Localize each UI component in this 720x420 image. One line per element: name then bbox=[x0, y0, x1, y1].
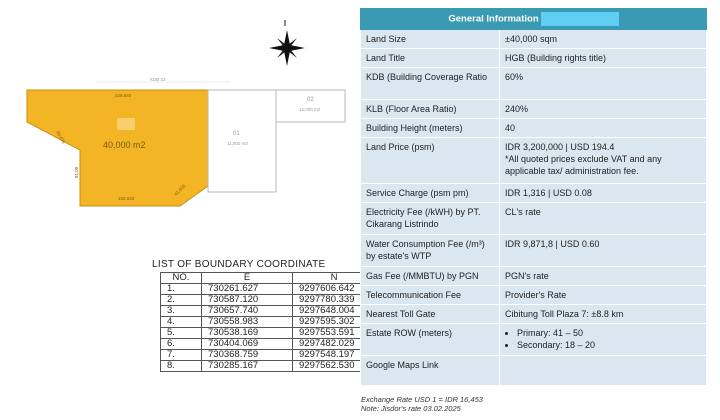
row-n: 9297606.642 bbox=[293, 284, 376, 295]
info-label: Telecommunication Fee bbox=[361, 286, 500, 305]
info-label: KLB (Floor Area Ratio) bbox=[361, 100, 500, 119]
info-row-telecom bbox=[361, 286, 707, 305]
general-info-table bbox=[360, 8, 707, 386]
info-row-gas bbox=[361, 267, 707, 286]
info-value: IDR 1,316 | USD 0.08 bbox=[500, 184, 707, 203]
maps-link[interactable]: Google Maps Link bbox=[361, 356, 500, 386]
row-no: 6. bbox=[161, 339, 202, 350]
row-e: 730368.759 bbox=[202, 350, 293, 361]
edge-label-left: 90.475 bbox=[55, 130, 67, 145]
row-e: 730587.120 bbox=[202, 295, 293, 306]
row-n: 9297648.004 bbox=[293, 306, 376, 317]
col-e: E bbox=[202, 273, 293, 284]
info-value: 240% bbox=[500, 100, 707, 119]
info-value bbox=[500, 356, 707, 386]
info-value: HGB (Building rights title) bbox=[500, 49, 707, 68]
estate-row-list bbox=[505, 327, 701, 351]
highlight-mark bbox=[541, 12, 619, 26]
col-n: N bbox=[293, 273, 376, 284]
lot-01-area: 11,000 m2 bbox=[227, 141, 248, 146]
footnote bbox=[361, 395, 483, 413]
jisdor-note: Note: Jisdor's rate 03.02.2025 bbox=[361, 404, 461, 413]
info-row-service bbox=[361, 184, 707, 203]
info-row-water bbox=[361, 235, 707, 267]
info-row-klb bbox=[361, 100, 707, 119]
row-n: 9297595.302 bbox=[293, 317, 376, 328]
row-no: 5. bbox=[161, 328, 202, 339]
info-label: Nearest Toll Gate bbox=[361, 305, 500, 324]
info-label: Estate ROW (meters) bbox=[361, 324, 500, 356]
info-label: KDB (Building Coverage Ratio bbox=[361, 68, 500, 100]
info-value: ±40,000 sqm bbox=[500, 30, 707, 49]
main-area-label: 40,000 m2 bbox=[103, 140, 146, 150]
compass-icon bbox=[269, 20, 305, 66]
row-n: 9297553.591 bbox=[293, 328, 376, 339]
boundary-title: LIST OF BOUNDARY COORDINATE bbox=[152, 259, 326, 270]
price-note: *All quoted prices exclude VAT and any applicable tax/ administration fee. bbox=[505, 154, 662, 176]
row-no: 2. bbox=[161, 295, 202, 306]
table-row bbox=[161, 339, 376, 350]
info-value: Provider's Rate bbox=[500, 286, 707, 305]
list-item: • Secondary: 18 – 20 bbox=[517, 339, 701, 351]
info-row-land-title bbox=[361, 49, 707, 68]
table-row bbox=[161, 361, 376, 372]
table-row bbox=[161, 306, 376, 317]
table-row bbox=[161, 317, 376, 328]
info-row-estate-row bbox=[361, 324, 707, 356]
lot-02-number: 02 bbox=[307, 97, 314, 103]
info-value: 40 bbox=[500, 119, 707, 138]
edge-label-slope: 41.005 bbox=[173, 183, 187, 197]
row-e: 730558.983 bbox=[202, 317, 293, 328]
list-item: • Primary: 41 – 50 bbox=[517, 327, 701, 339]
boundary-header-row bbox=[161, 273, 376, 284]
general-info-title: General Information bbox=[448, 13, 539, 25]
row-n: 9297780.339 bbox=[293, 295, 376, 306]
lot-02-area: 12,000 m2 bbox=[299, 107, 321, 112]
lot-01-number: 01 bbox=[233, 131, 240, 137]
table-row bbox=[161, 295, 376, 306]
info-row-toll bbox=[361, 305, 707, 324]
row-no: 7. bbox=[161, 350, 202, 361]
info-value bbox=[500, 324, 707, 356]
info-label: Gas Fee (/MMBTU) by PGN bbox=[361, 267, 500, 286]
info-row-maps bbox=[361, 356, 707, 386]
row-no: 4. bbox=[161, 317, 202, 328]
boundary-table bbox=[160, 272, 376, 372]
edge-label-diag: 81.00 bbox=[74, 166, 79, 178]
lot-02 bbox=[276, 90, 345, 122]
row-n: 9297562.530 bbox=[293, 361, 376, 372]
site-plan bbox=[0, 0, 355, 250]
row-no: 1. bbox=[161, 284, 202, 295]
row-e: 730261.627 bbox=[202, 284, 293, 295]
row-no: 8. bbox=[161, 361, 202, 372]
info-row-kdb bbox=[361, 68, 707, 100]
row-no: 3. bbox=[161, 306, 202, 317]
exchange-rate-note: Exchange Rate USD 1 = IDR 16,453 bbox=[361, 395, 483, 404]
table-row bbox=[161, 350, 376, 361]
info-value: PGN's rate bbox=[500, 267, 707, 286]
table-row bbox=[161, 284, 376, 295]
row-e: 730285.167 bbox=[202, 361, 293, 372]
table-row bbox=[161, 328, 376, 339]
info-label: Building Height (meters) bbox=[361, 119, 500, 138]
info-label: Service Charge (psm pm) bbox=[361, 184, 500, 203]
col-no: NO. bbox=[161, 273, 202, 284]
road-label: KDB 22 bbox=[150, 77, 166, 82]
row-e: 730404.069 bbox=[202, 339, 293, 350]
row-n: 9297548.197 bbox=[293, 350, 376, 361]
row-n: 9297482.029 bbox=[293, 339, 376, 350]
row-e: 730657.740 bbox=[202, 306, 293, 317]
info-label: Electricity Fee (/kWH) by PT. Cikarang Listrindo bbox=[361, 203, 500, 235]
info-row-electricity bbox=[361, 203, 707, 235]
info-label: Water Consumption Fee (/m³) by estate's WTP bbox=[361, 235, 500, 267]
info-value: Cibitung Toll Plaza 7: ±8.8 km bbox=[500, 305, 707, 324]
info-row-price bbox=[361, 138, 707, 184]
info-row-land-size bbox=[361, 30, 707, 49]
general-info-header bbox=[361, 9, 707, 30]
info-value: IDR 9,871,8 | USD 0.60 bbox=[500, 235, 707, 267]
info-value bbox=[500, 138, 707, 184]
info-label: Land Size bbox=[361, 30, 500, 49]
info-value: CL's rate bbox=[500, 203, 707, 235]
edge-label-top: 225.840 bbox=[115, 93, 132, 98]
price-value: IDR 3,200,000 | USD 194.4 bbox=[505, 142, 615, 152]
info-value: 60% bbox=[500, 68, 707, 100]
info-label: Land Price (psm) bbox=[361, 138, 500, 184]
info-row-height bbox=[361, 119, 707, 138]
info-label: Land Title bbox=[361, 49, 500, 68]
row-e: 730538.169 bbox=[202, 328, 293, 339]
edge-label-bottom: 192.840 bbox=[118, 196, 135, 201]
main-lot-marker bbox=[117, 118, 135, 130]
